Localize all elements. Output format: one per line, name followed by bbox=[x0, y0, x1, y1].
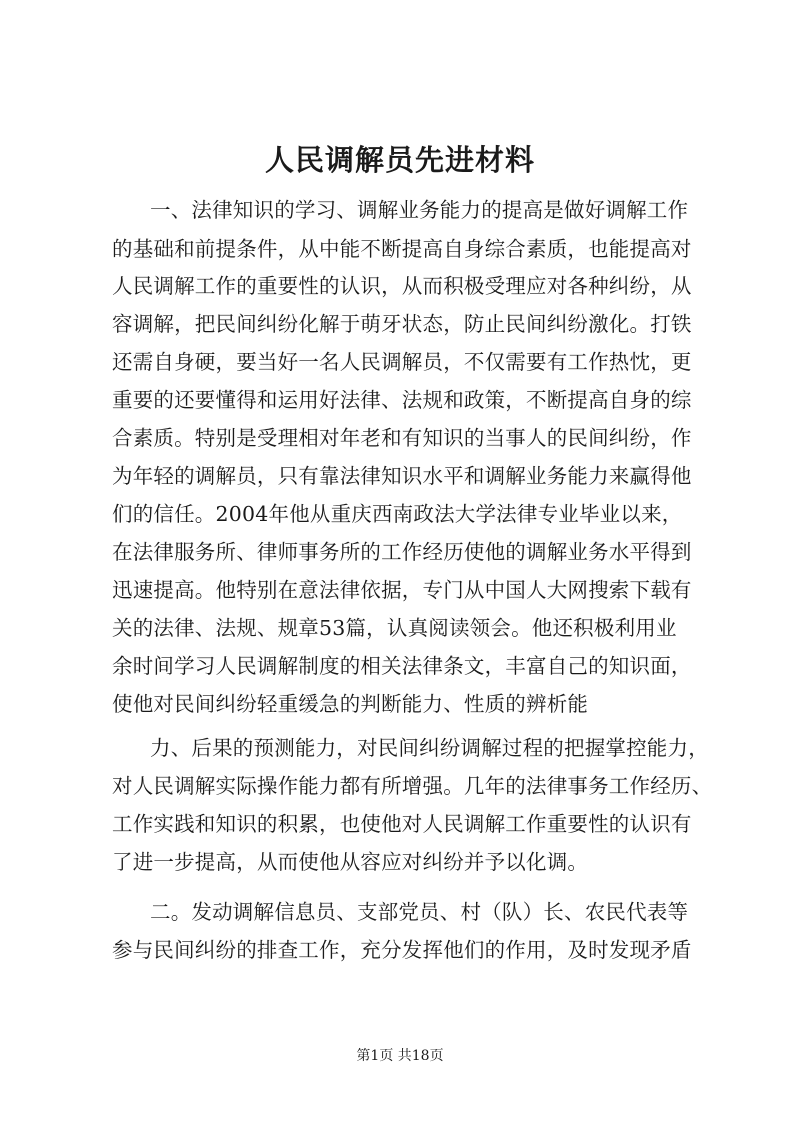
paragraph-line: 还需自身硬，要当好一名人民调解员，不仅需要有工作热忱，更 bbox=[112, 350, 692, 374]
paragraph-line: 在法律服务所、律师事务所的工作经历使他的调解业务水平得到 bbox=[112, 540, 692, 564]
paragraph-line: 合素质。特别是受理相对年老和有知识的当事人的民间纠纷，作 bbox=[112, 426, 692, 450]
paragraph-line: 容调解，把民间纠纷化解于萌牙状态，防止民间纠纷激化。打铁 bbox=[112, 312, 692, 336]
paragraph-line: 的基础和前提条件，从中能不断提高自身综合素质，也能提高对 bbox=[112, 237, 692, 261]
paragraph-line: 为年轻的调解员，只有靠法律知识水平和调解业务能力来赢得他 bbox=[112, 464, 692, 488]
paragraph-line: 二。发动调解信息员、支部党员、村（队）长、农民代表等 bbox=[150, 900, 689, 924]
paragraph-line: 力、后果的预测能力，对民间纠纷调解过程的把握掌控能力， bbox=[150, 736, 709, 760]
paragraph-line: 们的信任。2004年他从重庆西南政法大学法律专业毕业以来， bbox=[112, 502, 683, 526]
paragraph-line: 对人民调解实际操作能力都有所增强。几年的法律事务工作经历、 bbox=[112, 774, 713, 798]
paragraph-line: 迅速提高。他特别在意法律依据，专门从中国人大网搜索下载有 bbox=[112, 578, 692, 602]
paragraph-line: 重要的还要懂得和运用好法律、法规和政策，不断提高自身的综 bbox=[112, 388, 692, 412]
paragraph-line: 工作实践和知识的积累，也使他对人民调解工作重要性的认识有 bbox=[112, 812, 692, 836]
page-title: 人民调解员先进材料 bbox=[264, 143, 535, 177]
paragraph-line: 了进一步提高，从而使他从容应对纠纷并予以化调。 bbox=[112, 850, 589, 874]
page-number: 第1页 共18页 bbox=[356, 1048, 444, 1064]
paragraph-line: 余时间学习人民调解制度的相关法律条文，丰富自己的知识面， bbox=[112, 654, 692, 678]
paragraph-line: 一、法律知识的学习、调解业务能力的提高是做好调解工作 bbox=[150, 198, 689, 222]
paragraph-line: 使他对民间纠纷轻重缓急的判断能力、性质的辨析能 bbox=[112, 692, 589, 716]
paragraph-line: 参与民间纠纷的排查工作，充分发挥他们的作用，及时发现矛盾 bbox=[112, 938, 692, 962]
paragraph-line: 关的法律、法规、规章53篇，认真阅读领会。他还积极利用业 bbox=[112, 616, 677, 640]
paragraph-line: 人民调解工作的重要性的认识，从而积极受理应对各种纠纷，从 bbox=[112, 274, 692, 298]
